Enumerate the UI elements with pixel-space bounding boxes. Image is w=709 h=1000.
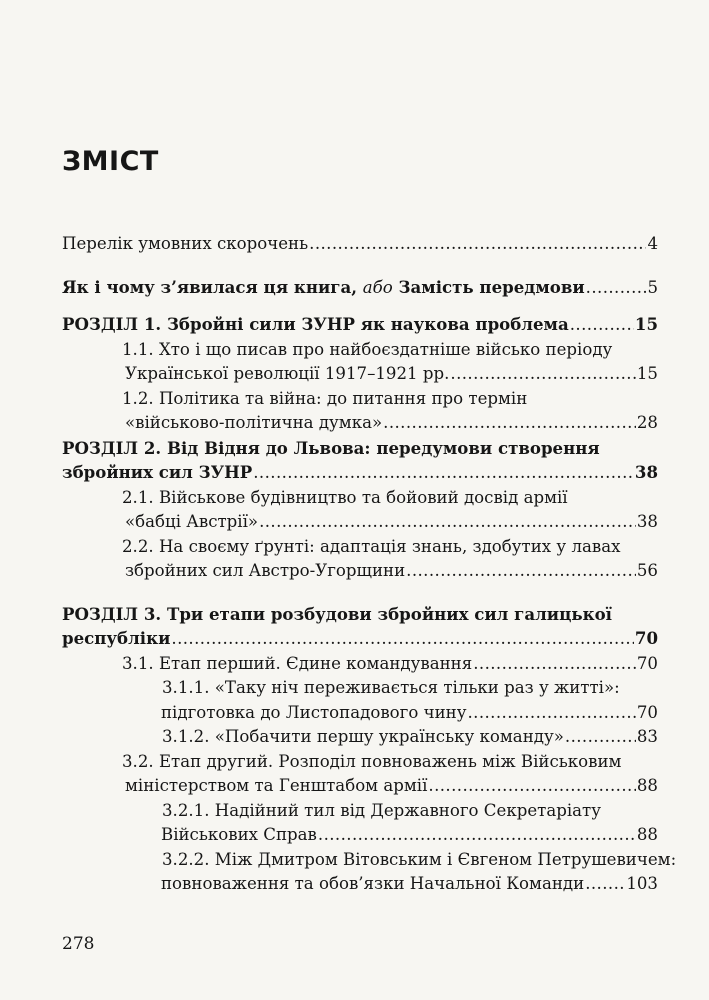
toc-page-number: 70 [636,702,658,722]
page-title: ЗМІСТ [62,146,159,177]
table-of-contents [62,232,677,897]
leader-dots [570,313,634,338]
leader-dots [383,411,636,436]
toc-entry-text: РОЗДІЛ 1. Збройні сили ЗУНР як наукова проблема [62,314,569,334]
toc-entry-text: 3.2. Етап другий. Розподіл повноважень між Військовим [122,751,622,771]
leader-dots [467,701,635,726]
toc-entry-s1-2 [62,387,658,436]
leader-dots [473,652,636,677]
toc-entry-ch1 [62,312,658,338]
toc-entry-s3-2-2 [62,848,677,897]
toc-entry-text: 3.1. Етап перший. Єдине командування [122,653,473,673]
toc-page-number: 5 [647,277,658,297]
toc-entry-text: РОЗДІЛ 3. Три етапи розбудови збройних сил галицької [62,603,612,624]
leader-dots [309,232,646,257]
toc-page-number: 15 [636,364,658,383]
leader-dots [585,872,625,897]
leader-dots [171,627,634,652]
leader-dots [318,823,636,848]
toc-entry-s2-2 [62,535,658,584]
toc-entry-abbr [62,232,658,257]
leader-dots [259,510,636,535]
toc-entry-s2-1 [62,486,658,535]
toc-entry-text: Як і чому з’явилася ця книга, або Замість передмови [62,276,585,297]
toc-entry-text: «бабці Австрії» [125,512,259,531]
toc-entry-ch3 [62,602,658,652]
toc-entry-text: збройних сил ЗУНР [62,462,253,482]
toc-entry-s3-1 [62,652,658,677]
toc-entry-text: повноваження та обов’язки Начальної Команди [161,874,585,893]
toc-entry-text: міністерством та Генштабом армії [125,776,428,795]
toc-entry-s3-2 [62,750,658,799]
toc-entry-text: 3.2.1. Надійний тил від Державного Секретаріату [162,800,601,820]
toc-entry-text: 3.1.1. «Таку ніч переживається тільки раз у житті»: [162,678,620,697]
page-number: 278 [62,934,95,954]
toc-entry-text: «військово-політична думка» [125,413,383,432]
toc-entry-text: збройних сил Австро-Угорщини [125,561,406,580]
toc-entry-s1-1 [62,338,658,387]
toc-entry-text: 1.2. Політика та війна: до питання про термін [122,388,528,408]
leader-dots [586,276,647,301]
toc-entry-s3-1-2 [62,725,658,750]
toc-entry-ch2 [62,436,658,486]
toc-entry-text: 3.2.2. Між Дмитром Вітовським і Євгеном Петрушевичем: [162,849,677,869]
toc-page-number: 4 [647,234,658,253]
toc-entry-s3-1-1 [62,676,658,725]
toc-entry-text: Військових Справ [161,825,317,844]
toc-entry-text: 1.1. Хто і що писав про найбоєздатніше військо періоду [122,339,613,359]
toc-entry-text: Української революції 1917–1921 рр. [125,364,450,383]
leader-dots [253,461,634,486]
toc-entry-s3-2-1 [62,799,658,848]
toc-page-number: 15 [634,314,658,334]
toc-page-number: 56 [636,561,658,580]
leader-dots [428,774,635,799]
toc-page-number: 70 [636,653,658,673]
toc-page-number: 83 [636,727,658,746]
toc-entry-text: 3.1.2. «Побачити першу українську команду» [162,727,564,746]
toc-entry-intro [62,275,658,301]
toc-page-number: 88 [636,825,658,844]
leader-dots [450,362,635,387]
toc-page-number: 70 [634,628,658,648]
toc-entry-text: 2.1. Військове будівництво та бойовий досвід армії [122,487,568,507]
toc-entry-text: республіки [62,628,171,648]
toc-entry-text: Перелік умовних скорочень [62,234,309,253]
toc-page-number: 38 [636,512,658,531]
toc-page-number: 88 [636,776,658,795]
leader-dots [406,559,636,584]
toc-entry-text: 2.2. На своєму ґрунті: адаптація знань, здобутих у лавах [122,536,621,556]
toc-page-number: 28 [636,413,658,432]
leader-dots [565,725,636,750]
toc-entry-text: РОЗДІЛ 2. Від Відня до Львова: передумови створення [62,437,600,458]
toc-page-number: 103 [626,874,658,893]
toc-entry-text: підготовка до Листопадового чину [161,702,467,722]
toc-page-number: 38 [634,462,658,482]
